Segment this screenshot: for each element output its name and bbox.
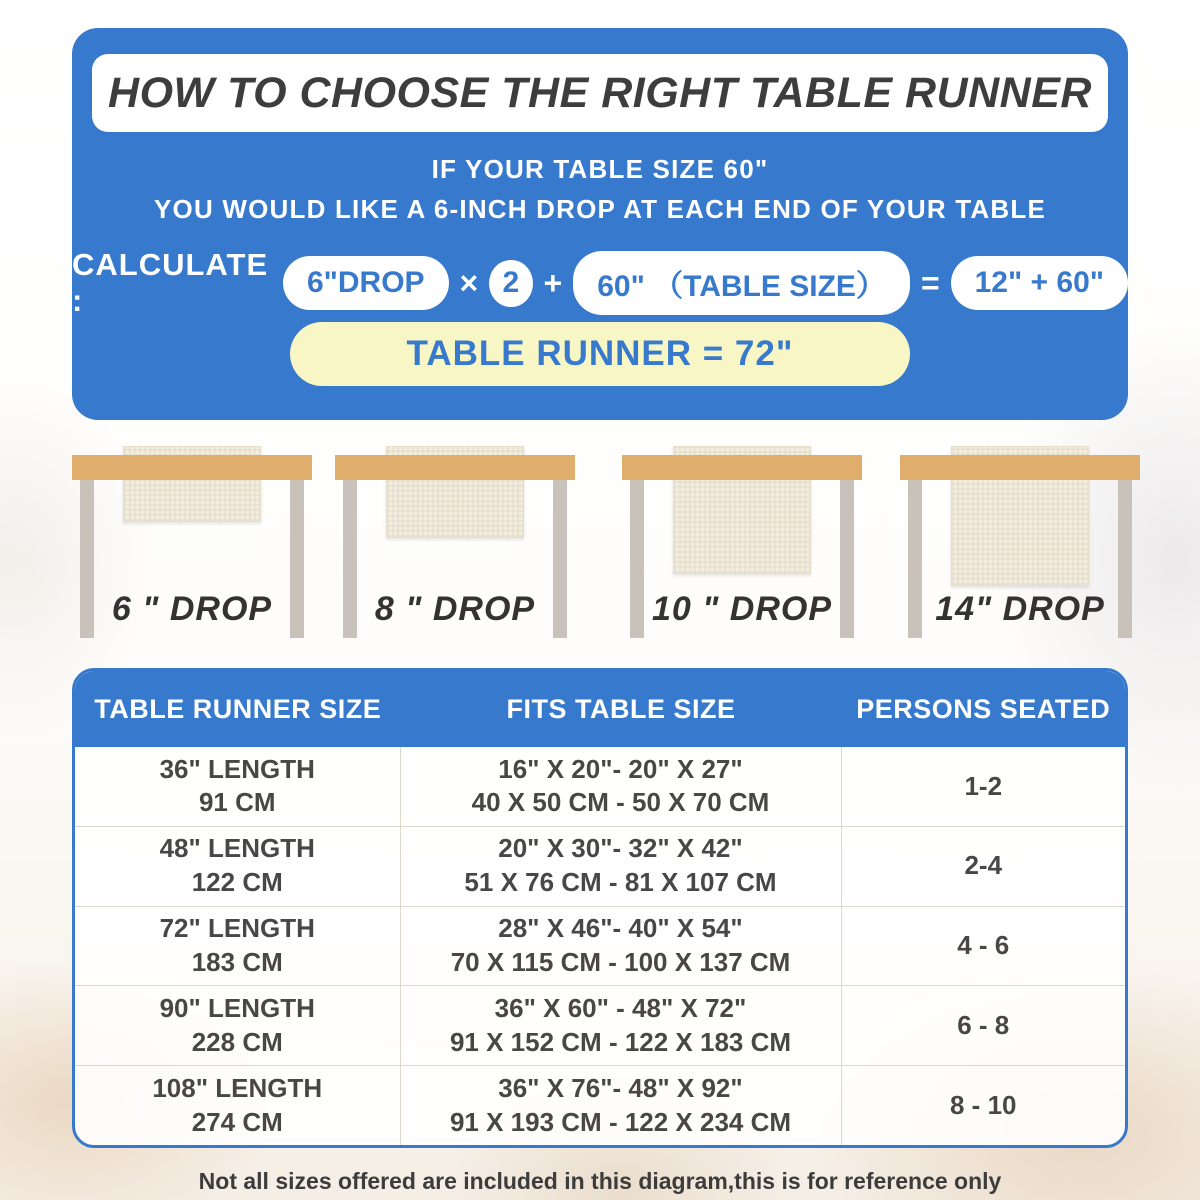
drop-label: 8 " DROP — [374, 590, 536, 628]
size-reference-table — [72, 668, 1128, 1148]
runner-size-cell — [75, 1066, 401, 1145]
runner-size-inch: 36" LENGTH — [159, 753, 315, 784]
column-header-fits-table-size: FITS TABLE SIZE — [506, 693, 736, 724]
disclaimer-note: Not all sizes offered are included in this diagram,this is for reference only — [198, 1168, 1002, 1194]
fits-size-inch: 28" X 46"- 40" X 54" — [498, 913, 743, 944]
result-banner: TABLE RUNNER = 72" — [290, 322, 910, 386]
fits-size-cm: 91 X 152 CM - 122 X 183 CM — [449, 1026, 792, 1057]
fits-size-cell — [401, 827, 842, 906]
runner-size-cm: 274 CM — [191, 1106, 283, 1137]
fits-size-cell — [401, 747, 842, 826]
calculate-label: CALCULATE : — [72, 247, 269, 318]
fits-size-inch: 20" X 30"- 32" X 42" — [498, 833, 743, 864]
subtitle-line2: YOU WOULD LIKE A 6-INCH DROP AT EACH END OF YOUR TABLE — [153, 194, 1046, 224]
drop-label: 6 " DROP — [111, 590, 273, 628]
calculation-row — [72, 247, 1128, 318]
tabletop-illustration — [335, 455, 575, 480]
table-figure-6-drop — [72, 440, 312, 655]
page-title: HOW TO CHOOSE THE RIGHT TABLE RUNNER — [108, 68, 1092, 117]
fits-size-cm: 40 X 50 CM - 50 X 70 CM — [471, 787, 770, 818]
tabletop-illustration — [900, 455, 1140, 480]
drop-label: 10 " DROP — [651, 590, 833, 628]
fits-size-cell — [401, 1066, 842, 1145]
runner-size-inch: 48" LENGTH — [159, 833, 315, 864]
runner-size-cm: 183 CM — [191, 946, 283, 977]
table-row — [75, 906, 1125, 986]
runner-size-cell — [75, 986, 401, 1065]
drop-value-pill: 6"DROP — [283, 256, 449, 310]
fits-size-inch: 36" X 76"- 48" X 92" — [498, 1072, 743, 1103]
persons-seated-cell: 2-4 — [964, 850, 1003, 881]
table-figure-10-drop — [622, 440, 862, 655]
persons-seated-cell: 8 - 10 — [950, 1089, 1017, 1120]
table-row — [75, 1065, 1125, 1145]
table-body — [75, 747, 1125, 1145]
fits-size-inch: 36" X 60" - 48" X 72" — [494, 992, 747, 1023]
runner-size-cell — [75, 907, 401, 986]
runner-size-cell — [75, 827, 401, 906]
fits-size-inch: 16" X 20"- 20" X 27" — [498, 753, 743, 784]
fits-size-cm: 91 X 193 CM - 122 X 234 CM — [449, 1106, 792, 1137]
title-box — [92, 54, 1108, 132]
table-size-pill: 60" （TABLE SIZE） — [573, 251, 910, 315]
multiply-operator: × — [459, 264, 479, 301]
column-header-runner-size: TABLE RUNNER SIZE — [94, 693, 382, 724]
runner-size-cm: 228 CM — [191, 1026, 283, 1057]
fits-size-cell — [401, 986, 842, 1065]
runner-size-cm: 122 CM — [191, 867, 283, 898]
multiplier-circle: 2 — [489, 260, 532, 307]
equals-operator: = — [920, 264, 940, 301]
drop-diagrams — [0, 440, 1200, 655]
column-header-persons-seated: PERSONS SEATED — [856, 693, 1111, 724]
tabletop-illustration — [72, 455, 312, 480]
fits-size-cm: 70 X 115 CM - 100 X 137 CM — [450, 946, 791, 977]
persons-seated-cell: 6 - 8 — [957, 1009, 1010, 1040]
persons-seated-cell: 4 - 6 — [957, 930, 1010, 961]
runner-size-cell — [75, 747, 401, 826]
table-figure-14-drop — [900, 440, 1140, 655]
persons-seated-cell: 1-2 — [964, 770, 1003, 801]
table-row — [75, 826, 1125, 906]
header-panel — [72, 28, 1128, 420]
runner-size-cm: 91 CM — [198, 787, 276, 818]
fits-size-cell — [401, 907, 842, 986]
runner-size-inch: 90" LENGTH — [159, 992, 315, 1023]
table-row — [75, 747, 1125, 826]
table-row — [75, 985, 1125, 1065]
sum-pill: 12" + 60" — [951, 256, 1128, 310]
drop-label: 14" DROP — [935, 590, 1105, 628]
runner-size-inch: 72" LENGTH — [159, 913, 315, 944]
subtitle-line1: IF YOUR TABLE SIZE 60" — [431, 154, 769, 184]
tabletop-illustration — [622, 455, 862, 480]
table-figure-8-drop — [335, 440, 575, 655]
runner-size-inch: 108" LENGTH — [152, 1072, 323, 1103]
table-header-row — [75, 671, 1125, 747]
plus-operator: + — [543, 264, 563, 301]
fits-size-cm: 51 X 76 CM - 81 X 107 CM — [464, 867, 777, 898]
